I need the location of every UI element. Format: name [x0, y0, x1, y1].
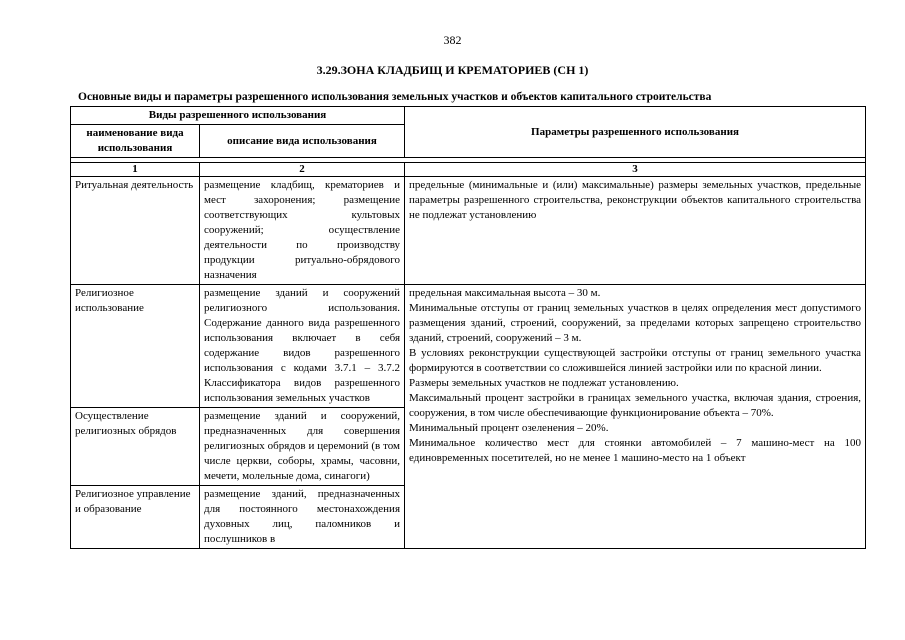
use-name: Осуществление религиозных обрядов — [71, 408, 200, 486]
use-params-text: предельные (минимальные и (или) максимальные) размеры земельных участков, предельные параметры разрешенного строительства, реконструкции объектов капитального строительства не подлежат установлению — [409, 179, 862, 221]
section-title: Основные виды и параметры разрешенного использования земельных участков и объектов капитального строительства — [78, 91, 712, 103]
zone-title: 3.29.ЗОНА КЛАДБИЩ И КРЕМАТОРИЕВ (СН 1) — [316, 63, 589, 77]
use-name: Религиозное использование — [71, 285, 200, 408]
use-description — [200, 408, 405, 486]
description-header: описание вида использования — [200, 125, 405, 158]
use-name: Ритуальная деятельность — [71, 177, 200, 285]
use-description-text: размещение зданий, предназначенных для постоянного местонахождения духовных лиц, паломников и послушников в — [204, 488, 401, 545]
use-params — [405, 177, 866, 285]
use-name: Религиозное управление и образование — [71, 486, 200, 549]
param-height: предельная максимальная высота – 30 м. — [409, 287, 601, 299]
param-greenery: Минимальный процент озеленения – 20%. — [409, 422, 609, 434]
page-number: 382 — [443, 33, 462, 47]
param-building-coverage: Максимальный процент застройки в границах земельного участка, включая здания, строения, сооружения, в том числе обеспечивающие функционирование объекта – 70%. — [409, 392, 862, 419]
column-number-2: 2 — [200, 163, 405, 177]
param-reconstruction: В условиях реконструкции существующей застройки отступы от границ земельного участка формируются в соответствии со сложившейся линией застройки или по красной линии. — [409, 347, 862, 374]
param-setbacks: Минимальные отступы от границ земельных участков в целях определения мест допустимого размещения зданий, строений, сооружений, за пределами которых запрещено строительство зданий, строений, сооружений – 3 м. — [409, 302, 862, 344]
params-header: Параметры разрешенного использования — [405, 107, 866, 158]
table-row — [71, 177, 866, 285]
column-number-1: 1 — [71, 163, 200, 177]
name-header: наименование вида использования — [71, 125, 200, 158]
shared-params — [405, 285, 866, 549]
header-group: Виды разрешенного использования — [71, 107, 405, 125]
param-parking: Минимальное количество мест для стоянки автомобилей – 7 машино-мест на 100 единовременных посетителей, но не менее 1 машино-место на 1 объект — [409, 437, 862, 464]
use-description-text: размещение зданий и сооружений религиозного использования. Содержание данного вида разрешенного использования включает в себя содержание видов разрешенного использования с кодами 3.7.1 – 3.7.2 Классификатора видов разрешенного использования земельных участков — [204, 287, 401, 404]
use-description — [200, 285, 405, 408]
use-description-text: размещение кладбищ, крематориев и мест захоронения; размещение соответствующих культовых сооружений; осуществление деятельности по производству продукции ритуально-обрядового назначения — [204, 179, 401, 281]
use-description-text: размещение зданий и сооружений, предназначенных для совершения религиозных обрядов и церемоний (в том числе церкви, соборы, храмы, часовни, мечети, молельные дома, синагоги) — [204, 410, 401, 482]
table-row — [71, 285, 866, 408]
use-description — [200, 177, 405, 285]
land-use-table — [70, 106, 866, 549]
use-description — [200, 486, 405, 549]
column-number-3: 3 — [405, 163, 866, 177]
param-plot-size: Размеры земельных участков не подлежат установлению. — [409, 377, 679, 389]
